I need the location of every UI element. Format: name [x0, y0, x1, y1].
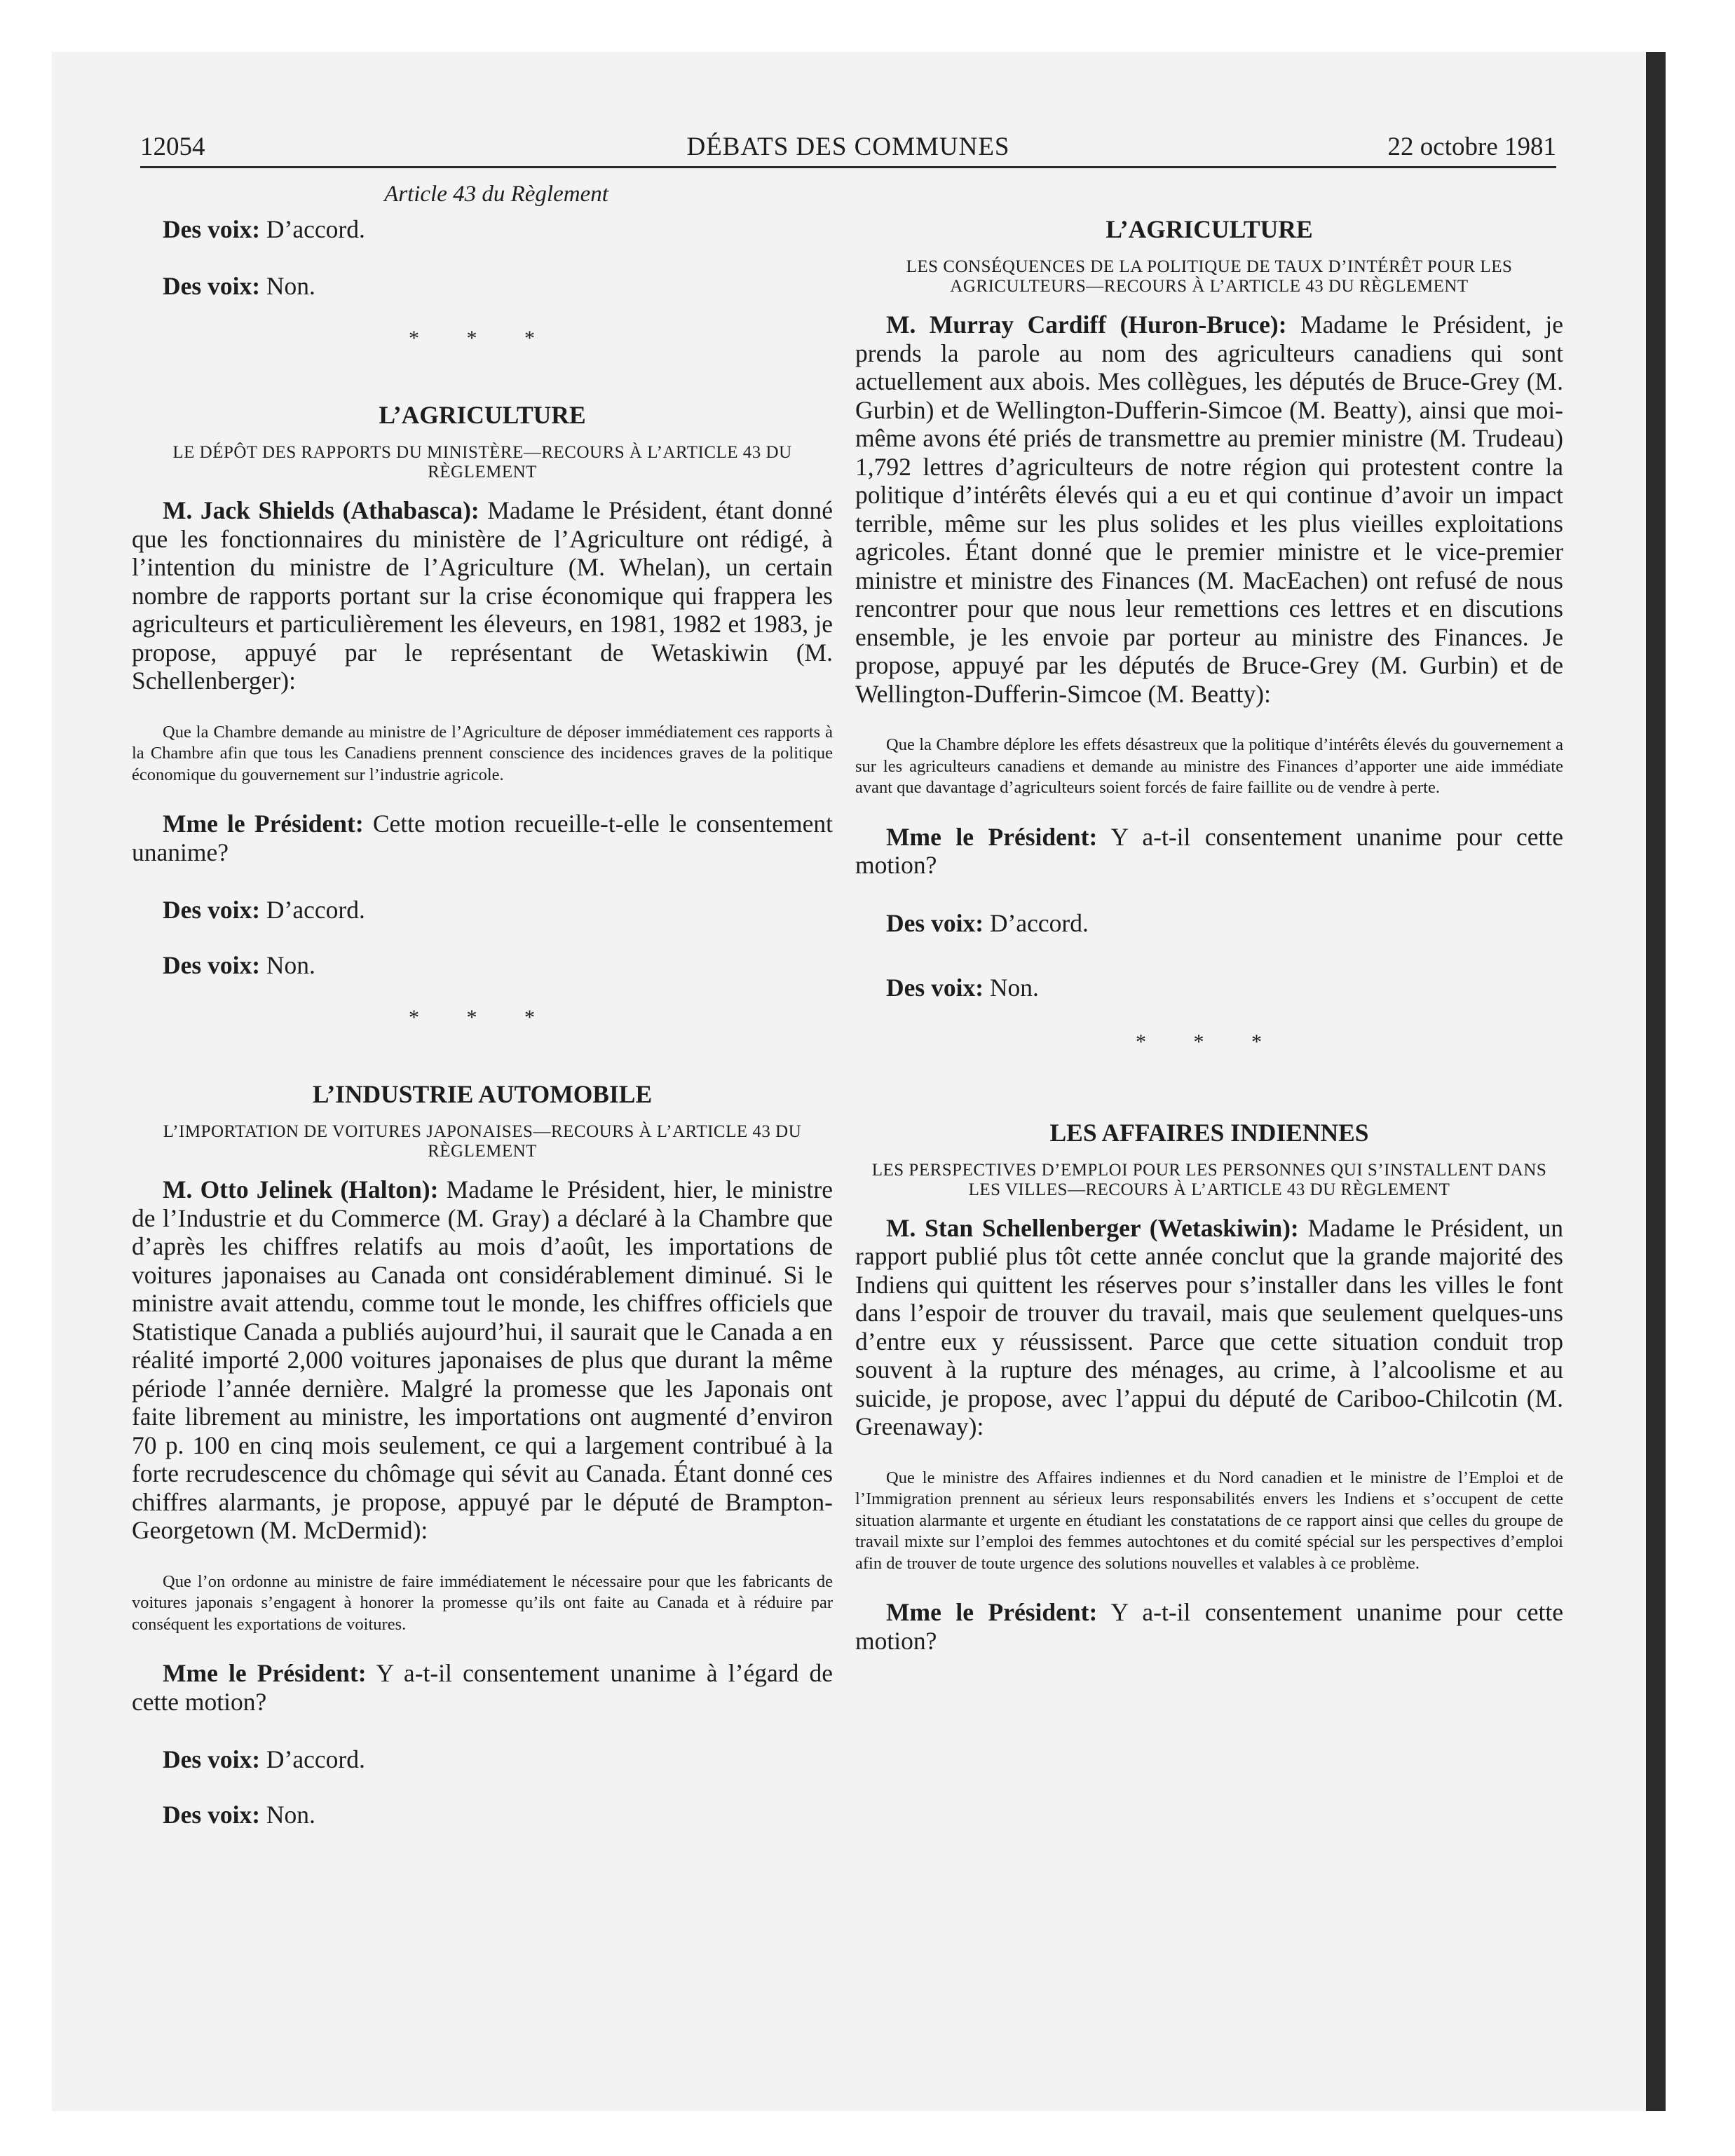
- reply-line: [855, 974, 1563, 1002]
- reply-speaker: Des voix:: [163, 896, 261, 924]
- right-column: [855, 214, 1563, 1684]
- section-title: L’INDUSTRIE AUTOMOBILE: [312, 1080, 653, 1108]
- motion-text: Que le ministre des Affaires indiennes et du Nord canadien et le ministre de l’Emploi et de l’Immigration prennent au sérieux leurs responsabilités envers les Indiens et s’occupent de cette situation alarmante et urgente en étudiant les constatations de ce rapport ainsi que celles du groupe de travail mixte sur l’emploi des femmes autochtones et du comité spécial sur les perspectives d’emploi afin de trouver de toute urgence des solutions nouvelles et valables à ce problème.: [855, 1468, 1563, 1573]
- speech-paragraph: [132, 496, 833, 695]
- reply-text: Non.: [266, 950, 315, 979]
- chair-speaker: Mme le Président:: [163, 810, 364, 838]
- reply-text: D’accord.: [266, 215, 365, 243]
- chair-text: Y a-t-il consentement unanime à l’égard de cette motion?: [132, 1659, 834, 1716]
- section-separator: * * *: [409, 327, 556, 350]
- section-separator: * * *: [409, 1006, 556, 1029]
- speaker-name: M. Murray Cardiff (Huron-Bruce):: [886, 311, 1287, 339]
- reply-line: [132, 215, 833, 244]
- reply-text: D’accord.: [266, 896, 365, 924]
- section-separator: * * *: [1136, 1030, 1283, 1053]
- speaker-name: M. Stan Schellenberger (Wetaskiwin):: [886, 1213, 1299, 1242]
- chair-question: [132, 1659, 833, 1716]
- speech-paragraph: [855, 311, 1563, 708]
- page-header: [140, 129, 1556, 165]
- reply-speaker: Des voix:: [163, 215, 261, 243]
- reply-line: [132, 951, 833, 980]
- speech-text: Madame le Président, étant donné que les fonctionnaires du ministère de l’Agriculture ont rédigé, à l’intention du ministre de l’Agriculture (M. Whelan), un certain nombre de rapports portant sur la crise économique qui frappera les agriculteurs et particulièrement les éleveurs, en 1981, 1982 et 1983, je propose, appuyé par le représentant de Wetaskiwin (M. Schellenberger):: [132, 496, 833, 695]
- speech-paragraph: [132, 1175, 833, 1545]
- speech-text: Madame le Président, hier, le ministre de l’Industrie et du Commerce (M. Gray) a déclaré à la Chambre que d’après les chiffres relatifs au mois d’août, les importations de voitures japonaises au Canada ont considérablement diminué. Si le ministre avait attendu, comme tout le monde, les chiffres officiels que Statistique Canada a publiés aujourd’hui, il saurait que le Canada a en réalité importé 2,000 voitures japonaises de plus que durant la même période l’année dernière. Malgré la promesse que les Japonais ont faite librement au ministre, les importations ont augmenté d’environ 70 p. 100 en cinq mois seulement, ce qui a largement contribué à la forte recrudescence du chômage qui sévit au Canada. Étant donné ces chiffres alarmants, je propose, appuyé par le député de Brampton-Georgetown (M. McDermid):: [132, 1175, 833, 1544]
- reply-text: D’accord.: [266, 1745, 365, 1773]
- speech-text: Madame le Président, je prends la parole au nom des agriculteurs canadiens qui sont actuellement aux abois. Mes collègues, les députés de Bruce-Grey (M. Gurbin) et de Wellington-Dufferin-Simcoe (M. Beatty), ainsi que moi-même avons été priés de transmettre au premier ministre (M. Trudeau) 1,792 lettres d’agriculteurs de notre région qui protestent contre la politique d’intérêts élevés qui a eu et qui continue d’avoir un impact terrible, même sur les plus solides et les plus vieilles exploitations agricoles. Étant donné que le premier ministre et le vice-premier ministre et ministre des Finances (M. MacEachen) ont refusé de nous rencontrer pour que nous leur remettions ces lettres et en discutions ensemble, je les envoie par porteur au ministre des Finances. Je propose, appuyé par les députés de Bruce-Grey (M. Gurbin) et de Wellington-Dufferin-Simcoe (M. Beatty):: [855, 311, 1563, 708]
- chair-speaker: Mme le Président:: [163, 1659, 367, 1687]
- journal-title: DÉBATS DES COMMUNES: [686, 132, 1010, 161]
- reply-text: D’accord.: [989, 908, 1089, 937]
- speech-paragraph: [855, 1214, 1563, 1441]
- chair-text: Y a-t-il consentement unanime pour cette motion?: [855, 822, 1564, 879]
- reply-speaker: Des voix:: [163, 950, 261, 979]
- reply-line: [132, 1745, 833, 1774]
- reply-speaker: Des voix:: [886, 908, 984, 937]
- section-subtitle: LES PERSPECTIVES D’EMPLOI POUR LES PERSONNES QUI S’INSTALLENT DANS LES VILLES—RECOURS À L’ARTICLE 43 DU RÈGLEMENT: [871, 1160, 1547, 1199]
- section-subtitle: L’IMPORTATION DE VOITURES JAPONAISES—RECOURS À L’ARTICLE 43 DU RÈGLEMENT: [163, 1122, 802, 1161]
- reply-text: Non.: [266, 271, 315, 300]
- reply-line: [855, 909, 1563, 938]
- chair-text: Y a-t-il consentement unanime pour cette motion?: [855, 1598, 1564, 1655]
- reply-speaker: Des voix:: [886, 974, 984, 1002]
- speaker-name: M. Otto Jelinek (Halton):: [163, 1175, 439, 1203]
- chair-question: [855, 823, 1563, 880]
- left-column: [132, 179, 833, 1855]
- motion-text: Que la Chambre demande au ministre de l’Agriculture de déposer immédiatement ces rapports à la Chambre afin que tous les Canadiens prennent conscience des incidences graves de la politique économique du gouvernement sur l’industrie agricole.: [132, 722, 833, 784]
- section-title: L’AGRICULTURE: [379, 401, 586, 429]
- section-subtitle: LE DÉPÔT DES RAPPORTS DU MINISTÈRE—RECOURS À L’ARTICLE 43 DU RÈGLEMENT: [172, 443, 792, 482]
- page-number: 12054: [140, 132, 205, 161]
- reply-line: [132, 1801, 833, 1829]
- page-date: 22 octobre 1981: [1387, 132, 1556, 161]
- reply-line: [132, 272, 833, 301]
- section-title: LES AFFAIRES INDIENNES: [1049, 1118, 1369, 1147]
- speaker-name: M. Jack Shields (Athabasca):: [163, 496, 479, 524]
- reply-text: Non.: [266, 1800, 315, 1829]
- chair-text: Cette motion recueille-t-elle le consentement unanime?: [132, 810, 833, 866]
- reply-text: Non.: [989, 974, 1039, 1002]
- section-label: Article 43 du Règlement: [384, 182, 608, 207]
- motion-text: Que l’on ordonne au ministre de faire immédiatement le nécessaire pour que les fabricants de voitures japonais s’engagent à honorer la promesse qu’ils ont faite au Canada et à réduire par conséquent les exportations de voitures.: [132, 1571, 833, 1634]
- reply-speaker: Des voix:: [163, 1745, 261, 1773]
- chair-question: [132, 810, 833, 866]
- reply-line: [132, 896, 833, 925]
- reply-speaker: Des voix:: [163, 271, 261, 300]
- reply-speaker: Des voix:: [163, 1800, 261, 1829]
- speech-text: Madame le Président, un rapport publié plus tôt cette année conclut que la grande majorité des Indiens qui quittent les réserves pour s’installer dans les villes le font dans l’espoir de trouver du travail, mais que seulement quelques-uns d’entre eux y réussissent. Parce que cette situation conduit trop souvent à la rupture des ménages, au crime, à l’alcoolisme et au suicide, je propose, avec l’appui du député de Cariboo-Chilcotin (M. Greenaway):: [855, 1213, 1563, 1440]
- chair-question: [855, 1598, 1563, 1655]
- binding-edge: [1646, 52, 1666, 2111]
- section-title: L’AGRICULTURE: [1105, 215, 1313, 243]
- chair-speaker: Mme le Président:: [886, 1598, 1098, 1626]
- motion-text: Que la Chambre déplore les effets désastreux que la politique d’intérêts élevés du gouvernement a sur les agriculteurs canadiens et demande au ministre des Finances d’apporter une aide immédiate avant que davantage d’agriculteurs soient forcés de faire faillite ou de vendre à perte.: [855, 735, 1563, 797]
- chair-speaker: Mme le Président:: [886, 822, 1098, 851]
- section-subtitle: LES CONSÉQUENCES DE LA POLITIQUE DE TAUX D’INTÉRÊT POUR LES AGRICULTEURS—RECOURS À L’ARTICLE 43 DU RÈGLEMENT: [906, 257, 1513, 296]
- header-rule: [140, 166, 1556, 168]
